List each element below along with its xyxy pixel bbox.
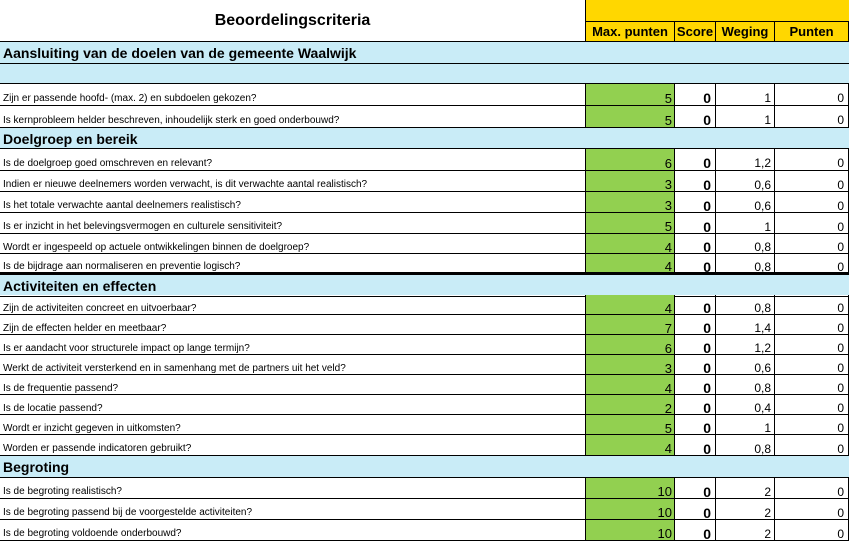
max-points-cell[interactable]: 5 <box>586 106 675 128</box>
score-cell[interactable]: 0 <box>675 213 716 234</box>
points-cell[interactable]: 0 <box>775 213 849 234</box>
col-header-points[interactable]: Punten <box>775 22 849 42</box>
criterion-question[interactable]: Indien er nieuwe deelnemers worden verwacht, is dit verwachte aantal realistisch? <box>0 171 586 192</box>
criterion-row <box>0 234 849 254</box>
criterion-row <box>0 478 849 499</box>
section-header-row <box>0 42 849 64</box>
score-cell[interactable]: 0 <box>675 415 716 435</box>
criterion-row <box>0 192 849 213</box>
section-title[interactable]: Activiteiten en effecten <box>0 275 849 297</box>
criterion-question[interactable]: Is kernprobleem helder beschreven, inhoudelijk sterk en goed onderbouwd? <box>0 106 586 128</box>
criterion-question[interactable]: Worden er passende indicatoren gebruikt? <box>0 435 586 456</box>
score-cell[interactable]: 0 <box>675 84 716 106</box>
weight-cell[interactable]: 0,4 <box>716 395 775 415</box>
score-cell[interactable]: 0 <box>675 254 716 273</box>
max-points-cell[interactable]: 4 <box>586 375 675 395</box>
points-cell[interactable]: 0 <box>775 254 849 273</box>
points-cell[interactable]: 0 <box>775 84 849 106</box>
col-header-weight[interactable]: Weging <box>716 22 775 42</box>
column-header-row <box>586 22 849 42</box>
score-cell[interactable]: 0 <box>675 192 716 213</box>
criterion-row <box>0 335 849 355</box>
weight-cell[interactable]: 1,2 <box>716 335 775 355</box>
weight-cell[interactable]: 2 <box>716 478 775 499</box>
section-title[interactable]: Doelgroep en bereik <box>0 128 849 149</box>
criterion-row <box>0 375 849 395</box>
points-cell[interactable]: 0 <box>775 375 849 395</box>
max-points-cell[interactable]: 6 <box>586 149 675 171</box>
max-points-cell[interactable]: 7 <box>586 315 675 335</box>
score-cell[interactable]: 0 <box>675 375 716 395</box>
max-points-cell[interactable]: 5 <box>586 415 675 435</box>
max-points-cell[interactable]: 5 <box>586 84 675 106</box>
criterion-question[interactable]: Is de frequentie passend? <box>0 375 586 395</box>
weight-cell[interactable]: 0,6 <box>716 192 775 213</box>
criterion-question[interactable]: Is de begroting realistisch? <box>0 478 586 499</box>
max-points-cell[interactable]: 10 <box>586 520 675 541</box>
points-cell[interactable]: 0 <box>775 335 849 355</box>
weight-cell[interactable]: 2 <box>716 499 775 520</box>
weight-cell[interactable]: 1 <box>716 213 775 234</box>
weight-cell[interactable]: 0,8 <box>716 254 775 273</box>
score-cell[interactable]: 0 <box>675 335 716 355</box>
points-cell[interactable]: 0 <box>775 395 849 415</box>
score-cell[interactable]: 0 <box>675 435 716 456</box>
score-cell[interactable]: 0 <box>675 106 716 128</box>
sheet-title: Beoordelingscriteria <box>214 11 371 29</box>
sheet-title-cell[interactable] <box>0 0 586 42</box>
criterion-row <box>0 171 849 192</box>
max-points-cell[interactable]: 6 <box>586 335 675 355</box>
weight-cell[interactable]: 1 <box>716 415 775 435</box>
criterion-question[interactable]: Is de begroting passend bij de voorgestelde activiteiten? <box>0 499 586 520</box>
points-cell[interactable]: 0 <box>775 355 849 375</box>
weight-cell[interactable]: 0,8 <box>716 435 775 456</box>
weight-cell[interactable]: 1 <box>716 84 775 106</box>
weight-cell[interactable]: 1,2 <box>716 149 775 171</box>
criterion-row <box>0 499 849 520</box>
col-header-score[interactable]: Score <box>675 22 716 42</box>
criterion-question[interactable]: Zijn er passende hoofd- (max. 2) en subdoelen gekozen? <box>0 84 586 106</box>
max-points-cell[interactable]: 10 <box>586 499 675 520</box>
points-cell[interactable]: 0 <box>775 435 849 456</box>
criterion-question[interactable]: Is de bijdrage aan normaliseren en preventie logisch? <box>0 254 586 273</box>
points-cell[interactable]: 0 <box>775 478 849 499</box>
criterion-question[interactable]: Is het totale verwachte aantal deelnemers realistisch? <box>0 192 586 213</box>
criterion-question[interactable]: Wordt er ingespeeld op actuele ontwikkelingen binnen de doelgroep? <box>0 234 586 254</box>
points-cell[interactable]: 0 <box>775 499 849 520</box>
section-header-row <box>0 128 849 149</box>
score-cell[interactable]: 0 <box>675 295 716 315</box>
criterion-question[interactable]: Zijn de effecten helder en meetbaar? <box>0 315 586 335</box>
criterion-question[interactable]: Is de begroting voldoende onderbouwd? <box>0 520 586 541</box>
criterion-question[interactable]: Is er inzicht in het belevingsvermogen en culturele sensitiviteit? <box>0 213 586 234</box>
score-cell[interactable]: 0 <box>675 520 716 541</box>
empty-row <box>0 64 849 84</box>
points-cell[interactable]: 0 <box>775 415 849 435</box>
weight-cell[interactable]: 0,8 <box>716 234 775 254</box>
max-points-cell[interactable]: 10 <box>586 478 675 499</box>
weight-cell[interactable]: 0,6 <box>716 171 775 192</box>
criterion-question[interactable]: Is de locatie passend? <box>0 395 586 415</box>
points-cell[interactable]: 0 <box>775 171 849 192</box>
header-yellow-band[interactable] <box>586 0 849 22</box>
points-cell[interactable]: 0 <box>775 106 849 128</box>
score-cell[interactable]: 0 <box>675 478 716 499</box>
section-title[interactable]: Aansluiting van de doelen van de gemeente Waalwijk <box>0 42 849 64</box>
empty-cell[interactable] <box>0 64 849 84</box>
col-header-max[interactable]: Max. punten <box>586 22 675 42</box>
criterion-question[interactable]: Werkt de activiteit versterkend en in samenhang met de partners uit het veld? <box>0 355 586 375</box>
section-header-row <box>0 273 849 295</box>
score-cell[interactable]: 0 <box>675 234 716 254</box>
max-points-cell[interactable]: 3 <box>586 192 675 213</box>
max-points-cell[interactable]: 4 <box>586 435 675 456</box>
criterion-row <box>0 520 849 541</box>
score-cell[interactable]: 0 <box>675 499 716 520</box>
max-points-cell[interactable]: 2 <box>586 395 675 415</box>
criterion-row <box>0 315 849 335</box>
section-header-row <box>0 456 849 478</box>
weight-cell[interactable]: 1 <box>716 106 775 128</box>
criterion-question[interactable]: Wordt er inzicht gegeven in uitkomsten? <box>0 415 586 435</box>
score-cell[interactable]: 0 <box>675 315 716 335</box>
weight-cell[interactable]: 0,8 <box>716 375 775 395</box>
criterion-question[interactable]: Zijn de activiteiten concreet en uitvoerbaar? <box>0 295 586 315</box>
score-cell[interactable]: 0 <box>675 355 716 375</box>
max-points-cell[interactable]: 4 <box>586 254 675 273</box>
criterion-row <box>0 84 849 106</box>
points-cell[interactable]: 0 <box>775 520 849 541</box>
criterion-question[interactable]: Is er aandacht voor structurele impact op lange termijn? <box>0 335 586 355</box>
criterion-row <box>0 355 849 375</box>
weight-cell[interactable]: 1,4 <box>716 315 775 335</box>
max-points-cell[interactable]: 3 <box>586 171 675 192</box>
points-cell[interactable]: 0 <box>775 149 849 171</box>
score-cell[interactable]: 0 <box>675 149 716 171</box>
weight-cell[interactable]: 0,8 <box>716 295 775 315</box>
criterion-row <box>0 395 849 415</box>
criterion-row <box>0 295 849 315</box>
points-cell[interactable]: 0 <box>775 295 849 315</box>
max-points-cell[interactable]: 4 <box>586 295 675 315</box>
points-cell[interactable]: 0 <box>775 192 849 213</box>
max-points-cell[interactable]: 4 <box>586 234 675 254</box>
max-points-cell[interactable]: 5 <box>586 213 675 234</box>
weight-cell[interactable]: 0,6 <box>716 355 775 375</box>
criterion-row <box>0 415 849 435</box>
criterion-row <box>0 435 849 456</box>
points-cell[interactable]: 0 <box>775 234 849 254</box>
criterion-question[interactable]: Is de doelgroep goed omschreven en relevant? <box>0 149 586 171</box>
points-cell[interactable]: 0 <box>775 315 849 335</box>
weight-cell[interactable]: 2 <box>716 520 775 541</box>
criterion-row <box>0 254 849 273</box>
score-cell[interactable]: 0 <box>675 395 716 415</box>
max-points-cell[interactable]: 3 <box>586 355 675 375</box>
section-title[interactable]: Begroting <box>0 456 849 478</box>
criterion-row <box>0 149 849 171</box>
criterion-row <box>0 106 849 128</box>
criterion-row <box>0 213 849 234</box>
score-cell[interactable]: 0 <box>675 171 716 192</box>
